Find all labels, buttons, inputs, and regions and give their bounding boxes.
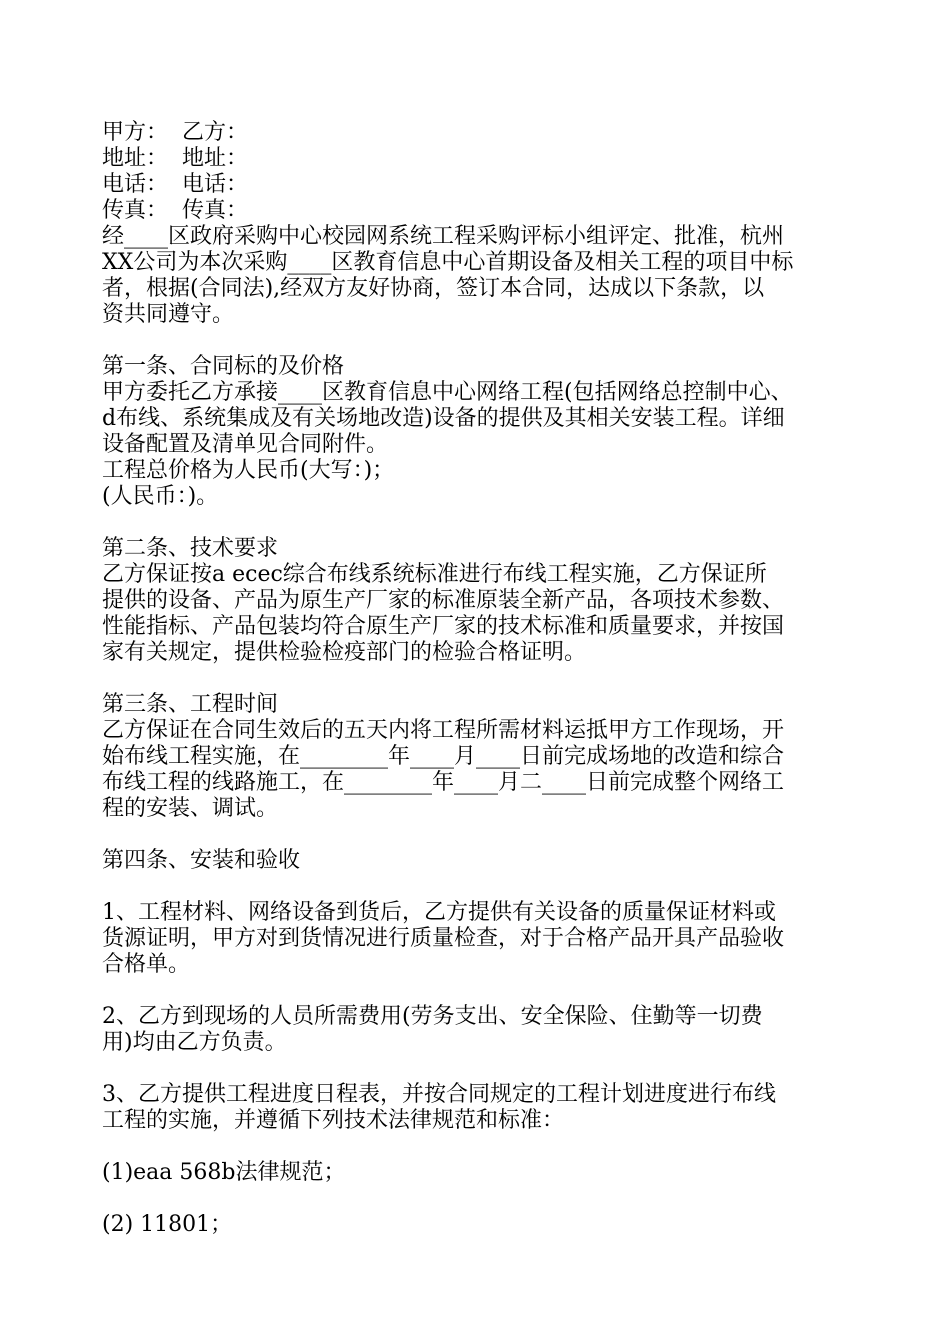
article3-line: 布线工程的线路施工，在________年____月二____日前完成整个网络工 [102,770,785,795]
intro-line: 者，根据(合同法),经双方友好协商，签订本合同，达成以下条款，以 [102,276,765,301]
paragraph-gap [102,822,862,848]
standard-item: (2) 11801； [102,1212,233,1237]
paragraph-gap [102,978,862,1004]
article4-item2-line: 用)均由乙方负责。 [102,1030,287,1055]
address-line: 地址： 地址： [102,146,248,171]
paragraph-gap [102,874,862,900]
article1-line: 设备配置及清单见合同附件。 [102,432,389,457]
paragraph-gap [102,510,862,536]
article1-line: d布线、系统集成及有关场地改造)设备的提供及其相关安装工程。详细 [102,406,785,431]
intro-line: 经____区政府采购中心校园网系统工程采购评标小组评定、批准，杭州 [102,224,785,249]
article3-line: 乙方保证在合同生效后的五天内将工程所需材料运抵甲方工作现场，开 [102,718,785,743]
article1-line: 甲方委托乙方承接____区教育信息中心网络工程(包括网络总控制中心、 [102,380,793,405]
party-line: 甲方： 乙方： [102,120,248,145]
article4-item1-line: 1、工程材料、网络设备到货后，乙方提供有关设备的质量保证材料或 [102,900,776,925]
article3-line: 程的安装、调试。 [102,796,279,821]
article4-item1-line: 货源证明，甲方对到货情况进行质量检查，对于合格产品开具产品验收 [102,926,785,951]
article4-item3-line: 工程的实施，并遵循下列技术法律规范和标准： [102,1108,565,1133]
article4-item3-line: 3、乙方提供工程进度日程表，并按合同规定的工程计划进度进行布线 [102,1082,776,1107]
paragraph-gap [102,666,862,692]
article2-title: 第二条、技术要求 [102,536,279,561]
article2-line: 乙方保证按a ecec综合布线系统标准进行布线工程实施，乙方保证所 [102,562,767,587]
paragraph-gap [102,328,862,354]
paragraph-gap [102,1134,862,1160]
intro-line: 资共同遵守。 [102,302,235,327]
article2-line: 提供的设备、产品为原生产厂家的标准原装全新产品，各项技术参数、 [102,588,785,613]
article4-item2-line: 2、乙方到现场的人员所需费用(劳务支出、安全保险、住勤等一切费 [102,1004,763,1029]
phone-line: 电话： 电话： [102,172,248,197]
article1-line: 工程总价格为人民币(大写：)； [102,458,395,483]
article2-line: 家有关规定，提供检验检疫部门的检验合格证明。 [102,640,587,665]
fax-line: 传真： 传真： [102,198,248,223]
article2-line: 性能指标、产品包装均符合原生产厂家的技术标准和质量要求，并按国 [102,614,785,639]
standard-item: (1)eaa 568b法律规范； [102,1160,346,1185]
article4-title: 第四条、安装和验收 [102,848,301,873]
paragraph-gap [102,1186,862,1212]
article1-line: (人民币：)。 [102,484,219,509]
intro-line: XX公司为本次采购____区教育信息中心首期设备及相关工程的项目中标 [102,250,794,275]
article3-title: 第三条、工程时间 [102,692,279,717]
contract-document [102,120,862,1238]
article1-title: 第一条、合同标的及价格 [102,354,345,379]
paragraph-gap [102,1056,862,1082]
article3-line: 始布线工程实施，在________年____月____日前完成场地的改造和综合 [102,744,785,769]
article4-item1-line: 合格单。 [102,952,191,977]
